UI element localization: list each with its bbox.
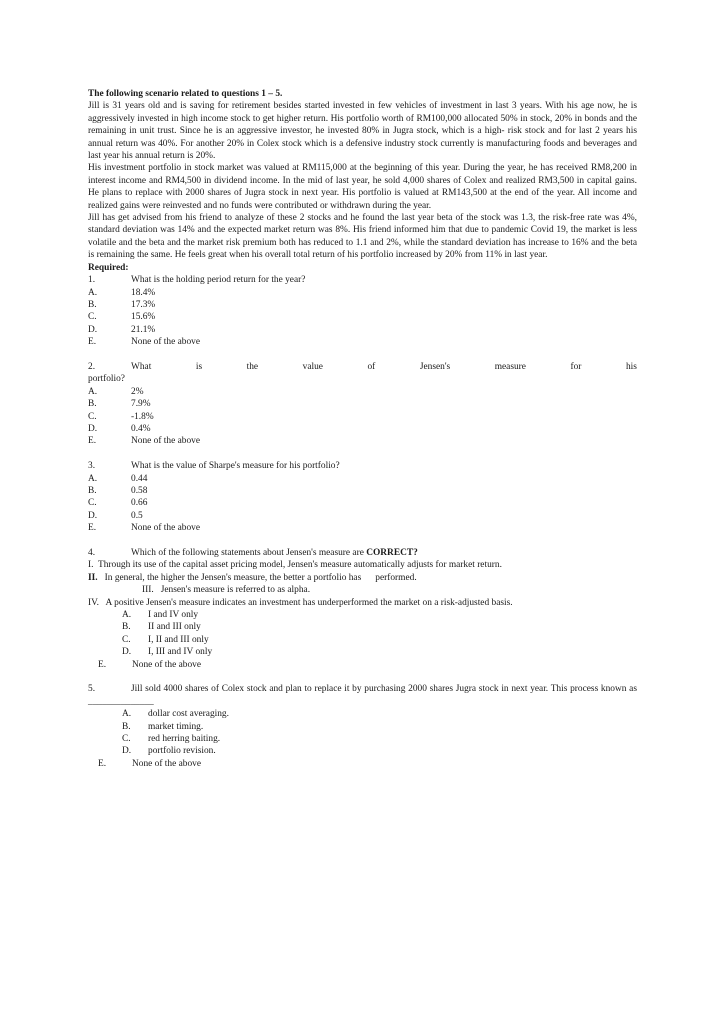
question-2 xyxy=(88,361,637,373)
question-number: 5. xyxy=(88,684,96,695)
option-text: -1.8% xyxy=(131,411,154,422)
scenario-title: The following scenario related to questions 1 – 5. xyxy=(88,89,283,99)
option-text: I and IV only xyxy=(148,610,199,621)
option-label: D. xyxy=(88,423,98,434)
option-text: None of the above xyxy=(132,659,201,670)
option-text: I, II and III only xyxy=(148,634,209,645)
option-label: B. xyxy=(122,622,131,633)
option-label: C. xyxy=(122,734,131,745)
option-row xyxy=(88,423,637,435)
option-row xyxy=(88,522,637,534)
option-row xyxy=(88,311,637,323)
word: his xyxy=(625,361,637,372)
option-text: 17.3% xyxy=(131,299,156,310)
option-text: portfolio revision. xyxy=(148,746,216,757)
option-label: C. xyxy=(122,634,131,645)
scenario-paragraph-3: Jill has get advised from his friend to analyze of these 2 stocks and he found the last year beta of the stock was 1.3, the risk-free rate was 4%, standard deviation was 14% and the expected market return was 8%. His friend informed him that due to pandemic Covid 19, the market is less volatile and the beta and the market risk premium both has reduced to 1.1 and 2%, while the standard deviation has increase to 16% and the beta is remaining the same. He feels great when his overall total return of his portfolio increased by 20% from 11% in last year. xyxy=(88,213,637,261)
option-row xyxy=(122,745,637,757)
option-label: D. xyxy=(122,746,132,757)
statement-iv xyxy=(88,597,637,609)
option-label: C. xyxy=(88,411,97,422)
option-row xyxy=(122,721,637,733)
option-text: 0.44 xyxy=(131,473,148,484)
scenario-paragraph-1: Jill is 31 years old and is saving for retirement besides started invested in few vehicles of investment in last 3 years. With his age now, he is aggressively invested in high income stock to get higher return. His portfolio worth of RM100,000 allocated 50% in stock, 20% in bonds and the remaining in unit trust. Since he is an aggressive investor, he invested 80% in Jugra stock, which is a high- risk stock and for last 2 years his annual return was 40%. For another 20% in Colex stock which is a defensive industry stock currently is manufacturing foods and beverages and last year his annual return is 20%. xyxy=(88,101,637,162)
word: What xyxy=(131,361,152,372)
option-row xyxy=(122,646,637,658)
option-text: None of the above xyxy=(132,758,201,769)
option-row xyxy=(88,473,637,485)
option-label: E. xyxy=(98,659,107,670)
question-number: 1. xyxy=(88,275,96,286)
word: measure xyxy=(494,361,526,372)
question-text: Jill sold 4000 shares of Colex stock and plan to replace it by purchasing 2000 shares Jugra stock in next year. This process known as ______________ xyxy=(88,684,637,707)
question-number: 2. xyxy=(88,361,96,372)
question-text: What is the holding period return for the year? xyxy=(131,275,306,286)
statement-text: A positive Jensen's measure indicates an investment has underperformed the market on a risk-adjusted basis. xyxy=(105,597,513,608)
option-row xyxy=(88,336,637,348)
word: Jensen's xyxy=(419,361,451,372)
option-label: B. xyxy=(88,299,97,310)
word: is xyxy=(195,361,203,372)
option-text: None of the above xyxy=(131,436,200,447)
option-text: dollar cost averaging. xyxy=(148,709,229,720)
word: the xyxy=(246,361,259,372)
scenario-paragraph-2: His investment portfolio in stock market was valued at RM115,000 at the beginning of this year. During the year, he has received RM8,200 in interest income and RM4,500 in dividend income. In the mid of last year, he sold 4,000 shares of Colex and realized RM3,500 in capital gains. He plans to replace with 2000 shares of Jugra stock in next year. His portfolio is valued at RM143,500 at the end of the year. All income and realized gains were reinvested and no funds were contributed or withdrawn during the year. xyxy=(88,163,637,211)
question-4 xyxy=(88,547,637,559)
option-label: A. xyxy=(122,709,132,720)
option-row xyxy=(122,621,637,633)
question-number: 4. xyxy=(88,547,96,558)
option-row xyxy=(122,733,637,745)
question-5 xyxy=(88,683,637,708)
option-text: 0.66 xyxy=(131,498,148,509)
option-row xyxy=(88,659,637,671)
option-label: A. xyxy=(122,610,132,621)
option-row xyxy=(88,485,637,497)
document-page xyxy=(88,88,637,770)
question-text-main: Which of the following statements about Jensen's measure are xyxy=(131,547,364,558)
option-text: 7.9% xyxy=(131,399,151,410)
option-label: E. xyxy=(88,337,97,348)
option-row xyxy=(88,386,637,398)
statement-text: Through its use of the capital asset pricing model, Jensen's measure automatically adjusts for market return. xyxy=(98,560,502,571)
question-text xyxy=(131,361,637,373)
option-label: A. xyxy=(88,473,98,484)
statement-label: II. xyxy=(88,572,98,583)
option-row xyxy=(88,324,637,336)
option-text: I, III and IV only xyxy=(148,647,213,658)
option-row xyxy=(88,435,637,447)
question-number: 3. xyxy=(88,461,96,472)
option-text: 2% xyxy=(131,386,144,397)
word: of xyxy=(367,361,376,372)
option-label: B. xyxy=(122,721,131,732)
option-row xyxy=(122,609,637,621)
word: for xyxy=(570,361,582,372)
option-text: red herring baiting. xyxy=(148,734,221,745)
option-label: A. xyxy=(88,386,98,397)
statement-iii xyxy=(88,584,637,596)
question-text xyxy=(131,547,418,559)
option-label: C. xyxy=(88,312,97,323)
option-row xyxy=(88,758,637,770)
option-label: B. xyxy=(88,485,97,496)
option-text: None of the above xyxy=(131,523,200,534)
question-3 xyxy=(88,460,637,472)
option-label: A. xyxy=(88,287,98,298)
statement-i xyxy=(88,559,637,571)
question-text-emphasis: CORRECT? xyxy=(366,547,418,558)
option-label: D. xyxy=(88,324,98,335)
option-row xyxy=(88,398,637,410)
statement-ii xyxy=(88,572,637,584)
option-label: E. xyxy=(88,523,97,534)
option-text: None of the above xyxy=(131,337,200,348)
option-row xyxy=(122,708,637,720)
option-text: 0.5 xyxy=(131,510,143,521)
option-row xyxy=(88,299,637,311)
statement-label: III. xyxy=(142,585,154,596)
option-label: E. xyxy=(88,436,97,447)
option-text: 21.1% xyxy=(131,324,156,335)
question-text: What is the value of Sharpe's measure for his portfolio? xyxy=(131,461,340,472)
option-row xyxy=(88,411,637,423)
option-text: market timing. xyxy=(148,721,204,732)
question-text-continued: portfolio? xyxy=(88,374,125,385)
statement-text: Jensen's measure is referred to as alpha. xyxy=(160,585,311,596)
option-row xyxy=(88,510,637,522)
option-text: 0.4% xyxy=(131,423,151,434)
option-text: II and III only xyxy=(148,622,201,633)
option-text: 18.4% xyxy=(131,287,156,298)
option-label: E. xyxy=(98,758,107,769)
option-label: B. xyxy=(88,399,97,410)
option-row xyxy=(88,287,637,299)
option-text: 0.58 xyxy=(131,485,148,496)
option-row xyxy=(122,634,637,646)
option-label: D. xyxy=(88,510,98,521)
statement-text: In general, the higher the Jensen's measure, the better a portfolio has performed. xyxy=(104,572,417,583)
option-label: D. xyxy=(122,647,132,658)
question-1 xyxy=(88,274,637,286)
option-label: C. xyxy=(88,498,97,509)
statement-label: I. xyxy=(88,560,94,571)
option-text: 15.6% xyxy=(131,312,156,323)
option-row xyxy=(88,497,637,509)
word: value xyxy=(302,361,323,372)
required-heading: Required: xyxy=(88,262,129,273)
statement-label: IV. xyxy=(88,597,100,608)
